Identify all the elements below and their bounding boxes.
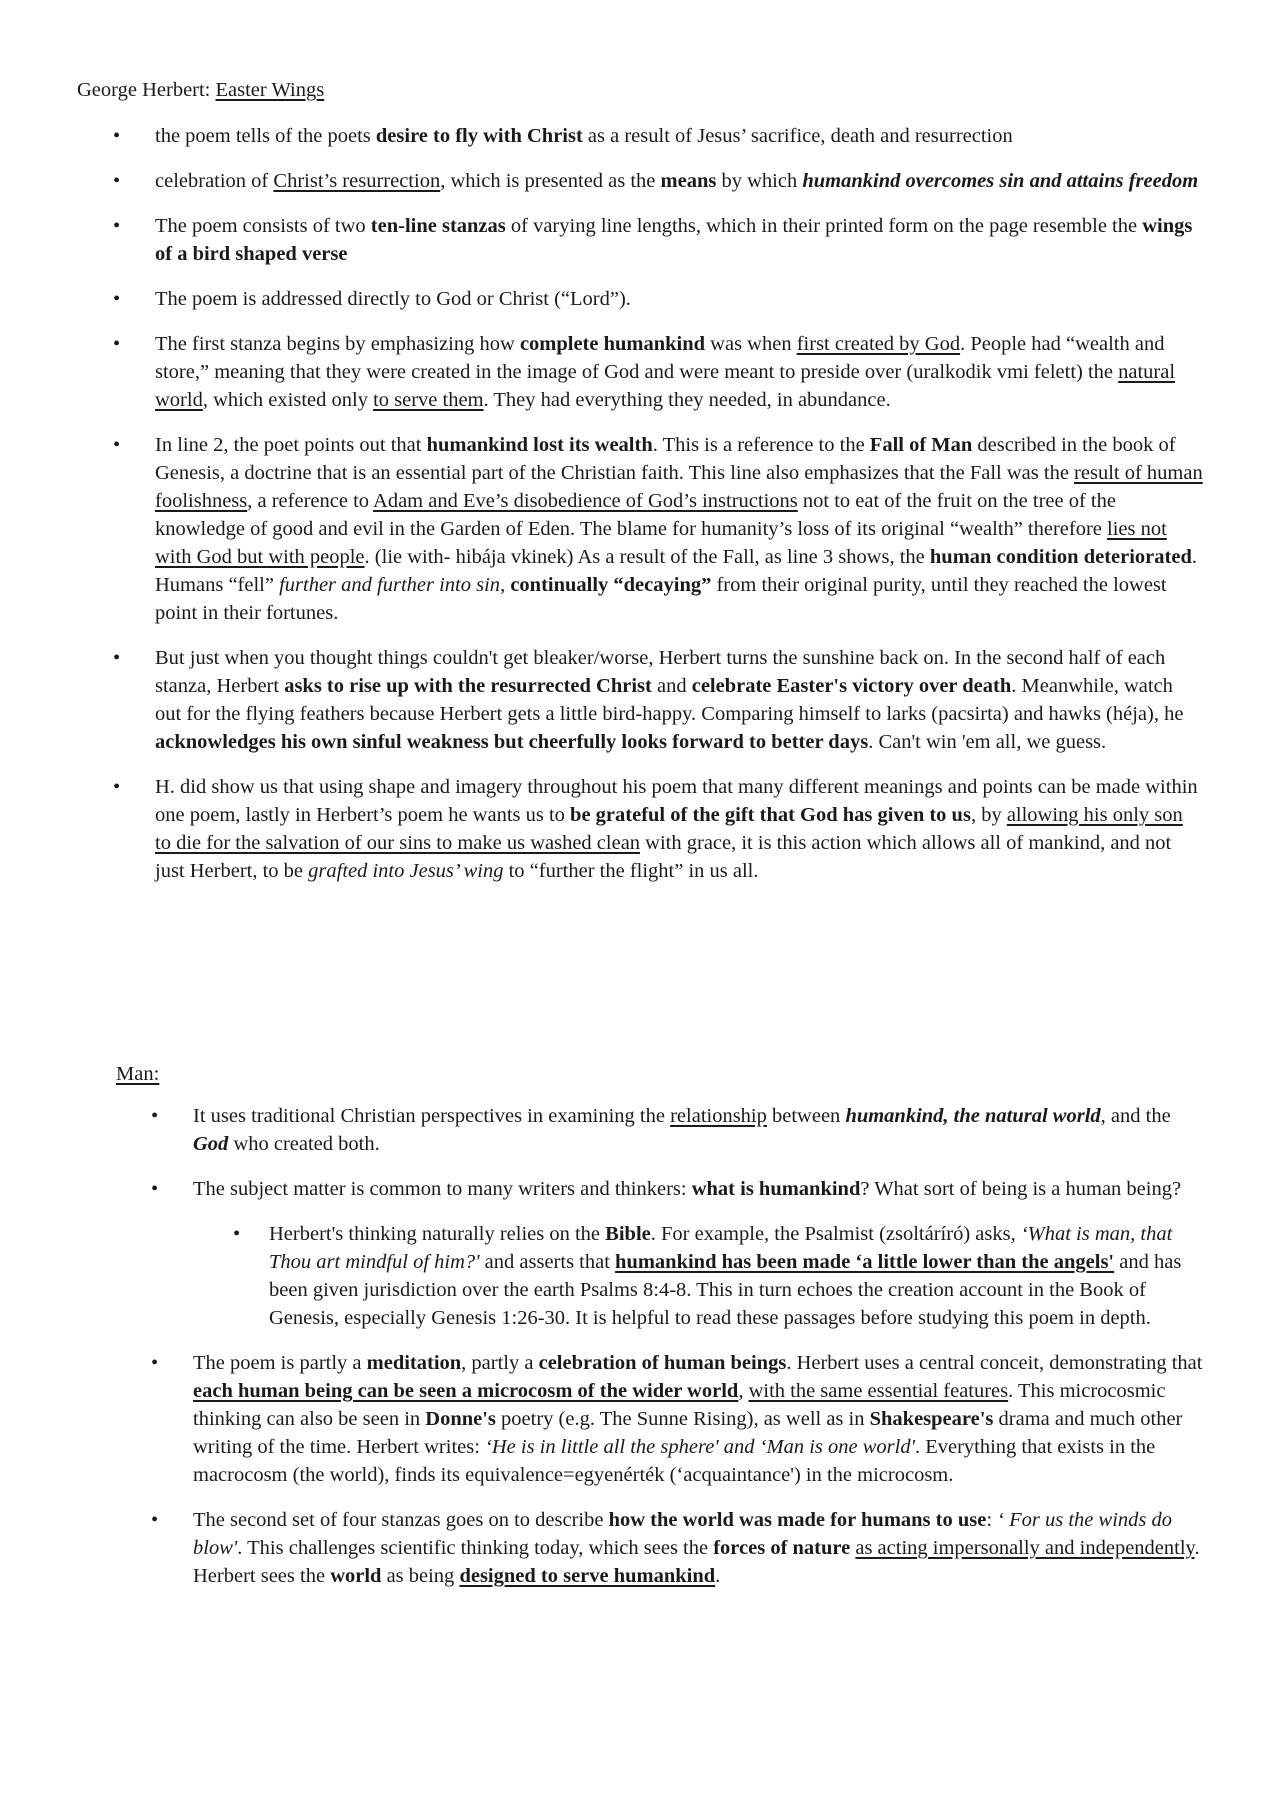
text-emphasis: meditation <box>366 1352 462 1374</box>
text-emphasis: complete humankind <box>519 333 706 355</box>
easter-wings-bullet-text: H. did show us that using shape and imagery throughout his poem that many different meanings and points can be made within one poem, lastly in Herbert’s poem he wants us to be grateful of the gift that God has given to us, by allowing his only son to die for the salvation of our sins to make us washed clean with grace, it is this action which allows all of mankind, and not just Herbert, to be grafted into Jesus’ wing to “further the flight” in us all. <box>155 776 1198 882</box>
text-emphasis: ‘ For us the winds do blow' <box>193 1509 1172 1559</box>
bullet-icon: • <box>113 288 121 310</box>
text-emphasis: forces of nature <box>713 1537 851 1559</box>
text-emphasis: Shakespeare's <box>869 1408 994 1430</box>
text-emphasis: humankind lost its wealth <box>426 434 653 456</box>
easter-wings-bullet-text: The poem is addressed directly to God or Christ (“Lord”). <box>155 288 631 310</box>
text-emphasis: humankind has been made ‘a little lower than the angels' <box>615 1251 1115 1273</box>
text-emphasis: ‘What is man, that Thou art mindful of him?' <box>269 1223 1173 1273</box>
bullet-icon: • <box>113 170 121 192</box>
text-emphasis: with the same essential features <box>748 1380 1009 1402</box>
easter-wings-bullet-item <box>113 773 1203 885</box>
text-emphasis: be grateful of the gift that God has given to us <box>570 804 971 826</box>
text-emphasis: how the world was made for humans to use <box>608 1509 987 1531</box>
text-emphasis: wings of a bird shaped verse <box>155 215 1193 265</box>
easter-wings-bullet-item <box>113 212 1203 268</box>
man-sub-bullet-text: Herbert's thinking naturally relies on the Bible. For example, the Psalmist (zsoltáríró) asks, ‘What is man, that Thou art mindful of him?' and asserts that humankind has been made ‘a little lower than the angels' and has been given jurisdiction over the earth Psalms 8:4-8. This in turn echoes the creation account in the Book of Genesis, especially Genesis 1:26-30. It is helpful to read these passages before studying this poem in depth. <box>269 1223 1182 1329</box>
easter-wings-bullet-item <box>113 330 1203 414</box>
text-emphasis: result of human foolishness <box>155 462 1203 512</box>
text-emphasis: grafted into Jesus’ wing <box>308 860 504 882</box>
easter-wings-bullet-item <box>113 285 1203 313</box>
text-emphasis: each human being can be seen a microcosm of the wider world <box>193 1380 739 1402</box>
text-emphasis: acknowledges his own sinful weakness but cheerfully looks forward to better days <box>155 731 869 753</box>
text-emphasis: celebration of human beings <box>538 1352 787 1374</box>
text-emphasis: Christ’s resurrection <box>273 170 441 192</box>
text-emphasis: further and further into sin <box>279 574 501 596</box>
easter-wings-bullet-text: The first stanza begins by emphasizing how complete humankind was when first created by God. People had “wealth and store,” meaning that they were created in the image of God and were meant to preside over (uralkodik vmi felett) the natural world, which existed only to serve them. They had everything they needed, in abundance. <box>155 333 1176 411</box>
easter-wings-bullet-item <box>113 644 1203 756</box>
bullet-icon: • <box>151 1509 159 1531</box>
bullet-icon: • <box>113 647 121 669</box>
title-poem: Easter Wings <box>215 79 325 101</box>
text-emphasis: lies not with God but with people <box>155 518 1167 568</box>
text-emphasis: ‘He is in little all the sphere' and ‘Man is one world' <box>485 1436 915 1458</box>
bullet-icon: • <box>151 1352 159 1374</box>
text-emphasis: means <box>660 170 717 192</box>
easter-wings-bullet-text: In line 2, the poet points out that humankind lost its wealth. This is a reference to the Fall of Man described in the book of Genesis, a doctrine that is an essential part of the Christian faith. This line also emphasizes that the Fall was the result of human foolishness, a reference to Adam and Eve’s disobedience of God’s instructions not to eat of the fruit on the tree of the knowledge of good and evil in the Garden of Eden. The blame for humanity’s loss of its original “wealth” therefore lies not with God but with people. (lie with- hibája vkinek) As a result of the Fall, as line 3 shows, the human condition deteriorated. Humans “fell” further and further into sin, continually “decaying” from their original purity, until they reached the lowest point in their fortunes. <box>155 434 1203 624</box>
text-emphasis: what is humankind <box>691 1178 861 1200</box>
man-section-heading: Man: <box>116 1063 160 1085</box>
man-bullet-text: The subject matter is common to many writers and thinkers: what is humankind? What sort of being is a human being? <box>193 1178 1182 1200</box>
text-emphasis: as acting impersonally and independently <box>855 1537 1195 1559</box>
text-emphasis: Fall of Man <box>869 434 973 456</box>
text-emphasis: first created by God <box>796 333 961 355</box>
text-emphasis: asks to rise up with the resurrected Christ <box>284 675 652 697</box>
easter-wings-bullet-item <box>113 167 1203 195</box>
text-emphasis: Adam and Eve’s disobedience of God’s instructions <box>373 490 798 512</box>
text-emphasis: world <box>330 1565 382 1587</box>
bullet-icon: • <box>233 1223 241 1245</box>
bullet-icon: • <box>113 215 121 237</box>
text-emphasis: God <box>193 1133 229 1155</box>
bullet-icon: • <box>113 776 121 798</box>
text-emphasis: desire to fly with Christ <box>375 125 583 147</box>
text-emphasis: humankind, the natural world <box>845 1105 1101 1127</box>
man-sub-bullet-item <box>233 1220 1203 1332</box>
title-author: George Herbert: <box>77 79 216 101</box>
easter-wings-bullet-item <box>113 122 1203 150</box>
text-emphasis: Donne's <box>425 1408 496 1430</box>
man-bullet-text: It uses traditional Christian perspectives in examining the relationship between humankind, the natural world, and the God who created both. <box>193 1105 1171 1155</box>
text-emphasis: allowing his only son to die for the salvation of our sins to make us washed clean <box>155 804 1183 854</box>
text-emphasis: to serve them <box>373 389 484 411</box>
man-sub-list <box>193 1220 1203 1332</box>
bullet-icon: • <box>151 1178 159 1200</box>
bullet-icon: • <box>113 125 121 147</box>
text-emphasis: human condition deteriorated <box>929 546 1192 568</box>
text-emphasis: ten-line stanzas <box>370 215 506 237</box>
man-bullet-item <box>151 1349 1203 1489</box>
easter-wings-bullet-text: The poem consists of two ten-line stanzas of varying line lengths, which in their printed form on the page resemble the wings of a bird shaped verse <box>155 215 1193 265</box>
man-notes <box>151 1102 1203 1607</box>
text-emphasis: celebrate Easter's victory over death <box>691 675 1012 697</box>
text-emphasis: Bible <box>605 1223 651 1245</box>
man-bullet-item <box>151 1102 1203 1158</box>
easter-wings-bullet-item <box>113 431 1203 627</box>
easter-wings-bullet-text: But just when you thought things couldn't get bleaker/worse, Herbert turns the sunshine back on. In the second half of each stanza, Herbert asks to rise up with the resurrected Christ and celebrate Easter's victory over death. Meanwhile, watch out for the flying feathers because Herbert gets a little bird-happy. Comparing himself to larks (pacsirta) and hawks (héja), he acknowledges his own sinful weakness but cheerfully looks forward to better days. Can't win 'em all, we guess. <box>155 647 1184 753</box>
man-bullet-item <box>151 1506 1203 1590</box>
man-bullet-text: The second set of four stanzas goes on to describe how the world was made for humans to use: ‘ For us the winds do blow'. This challenges scientific thinking today, which sees the forces of nature as acting impersonally and independently. Herbert sees the world as being designed to serve humankind. <box>193 1509 1200 1587</box>
text-emphasis: relationship <box>670 1105 767 1127</box>
text-emphasis: natural world <box>155 361 1176 411</box>
bullet-icon: • <box>113 434 121 456</box>
easter-wings-bullet-text: the poem tells of the poets desire to fly with Christ as a result of Jesus’ sacrifice, death and resurrection <box>155 125 1013 147</box>
easter-wings-bullet-text: celebration of Christ’s resurrection, which is presented as the means by which humankind overcomes sin and attains freedom <box>155 170 1199 192</box>
bullet-icon: • <box>113 333 121 355</box>
bullet-icon: • <box>151 1105 159 1127</box>
page-title <box>77 76 324 104</box>
easter-wings-notes <box>113 122 1203 902</box>
man-bullet-text: The poem is partly a meditation, partly a celebration of human beings. Herbert uses a central conceit, demonstrating that each human being can be seen a microcosm of the wider world, with the same essential features. This microcosmic thinking can also be seen in Donne's poetry (e.g. The Sunne Rising), as well as in Shakespeare's drama and much other writing of the time. Herbert writes: ‘He is in little all the sphere' and ‘Man is one world'. Everything that exists in the macrocosm (the world), finds its equivalence=egyenérték (‘acquaintance') in the microcosm. <box>193 1352 1203 1486</box>
text-emphasis: humankind overcomes sin and attains freedom <box>802 170 1199 192</box>
text-emphasis: continually “decaying” <box>510 574 712 596</box>
man-bullet-item <box>151 1175 1203 1332</box>
text-emphasis: designed to serve humankind <box>459 1565 716 1587</box>
